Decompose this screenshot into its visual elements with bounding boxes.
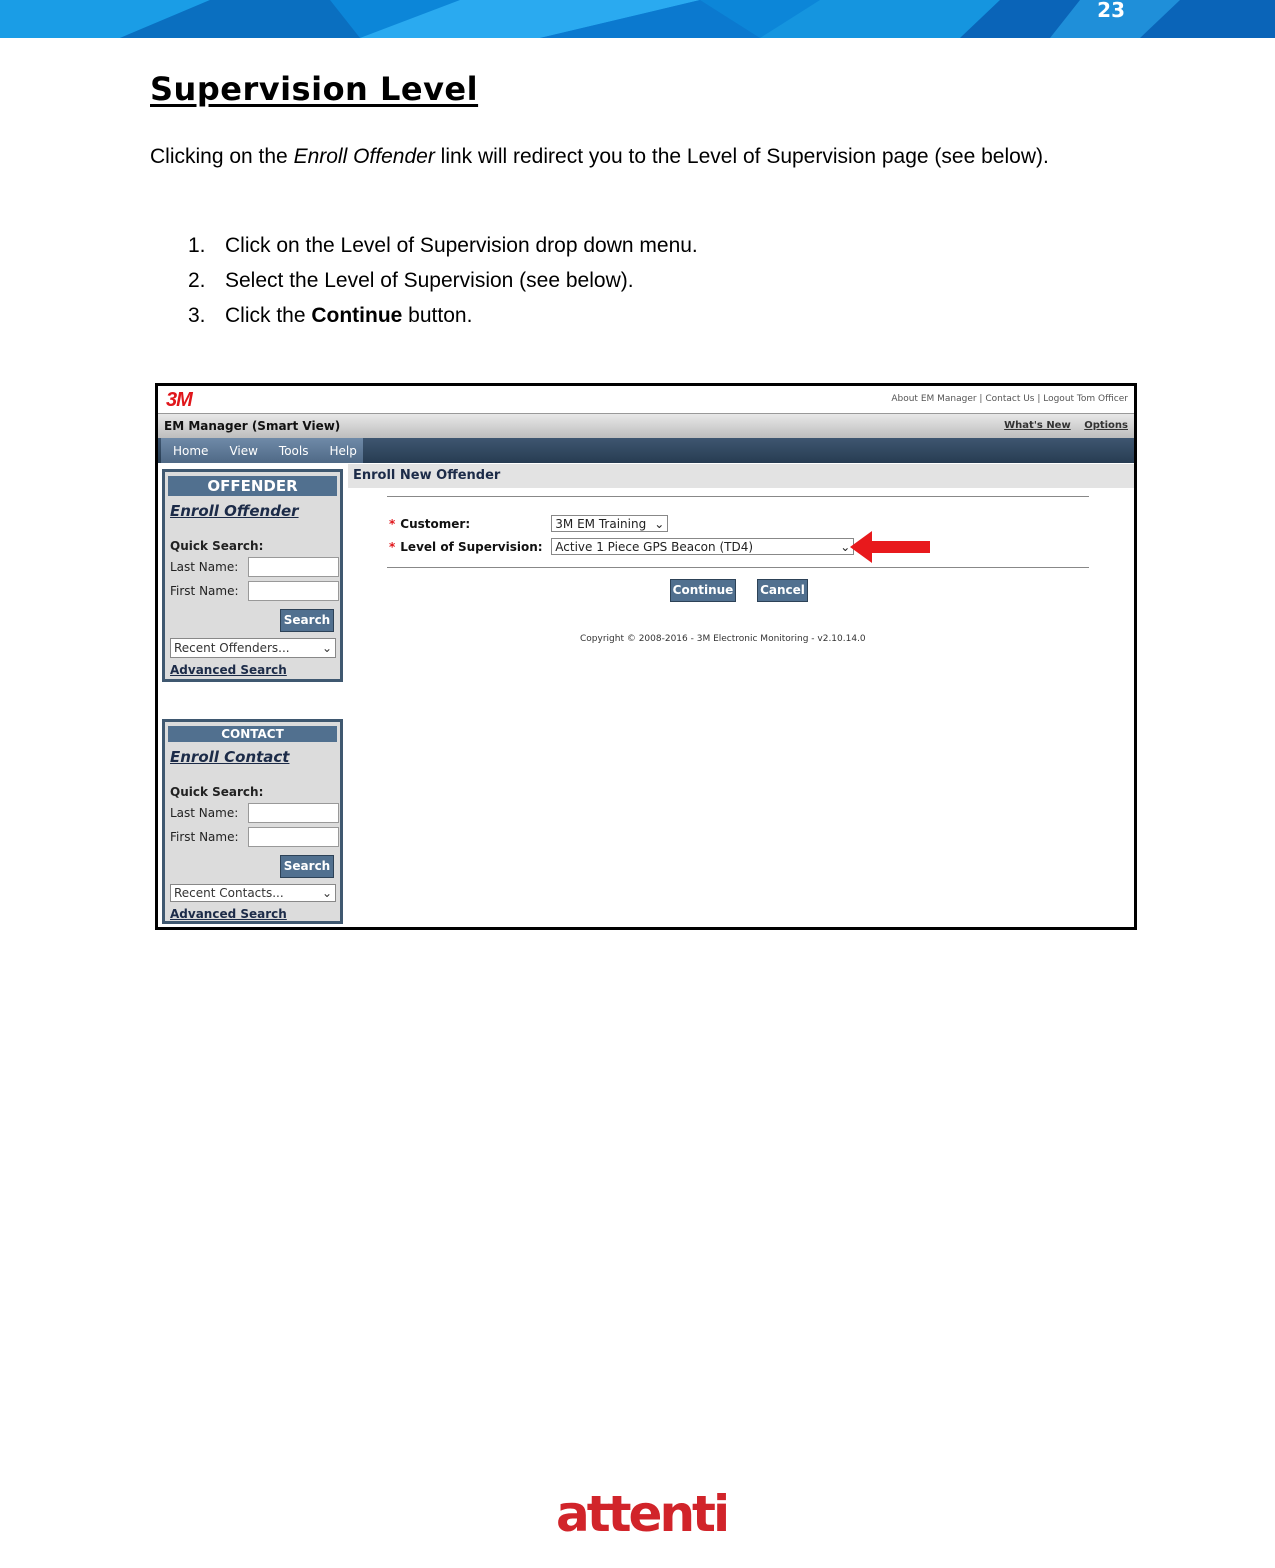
app-title: EM Manager (Smart View)	[164, 419, 341, 433]
menu-help[interactable]: Help	[329, 443, 357, 458]
intro-link-name: Enroll Offender	[293, 145, 435, 168]
first-name-row	[170, 827, 340, 847]
menu-view[interactable]: View	[229, 443, 258, 458]
first-name-label: First Name:	[170, 830, 239, 844]
quick-search-label: Quick Search:	[170, 785, 264, 799]
required-mark: *	[389, 516, 396, 531]
last-name-input[interactable]	[248, 803, 339, 823]
page-number: 23	[1097, 0, 1125, 22]
last-name-row	[170, 803, 340, 823]
required-mark: *	[389, 539, 396, 554]
contact-panel	[162, 719, 343, 924]
level-value: Active 1 Piece GPS Beacon (TD4)	[555, 539, 754, 554]
step-text: Click on the Level of Supervision drop down menu.	[225, 234, 698, 257]
step-text: Select the Level of Supervision (see below).	[225, 269, 634, 292]
red-arrow-icon	[850, 527, 930, 567]
quick-search-label: Quick Search:	[170, 539, 264, 553]
divider	[387, 496, 1089, 497]
chevron-down-icon: ⌄	[654, 516, 665, 531]
step-text	[225, 301, 472, 336]
section-title: Supervision Level	[150, 70, 479, 108]
recent-offenders-value: Recent Offenders...	[174, 641, 290, 655]
step-item	[188, 301, 698, 336]
enroll-contact-link[interactable]: Enroll Contact	[170, 748, 290, 766]
enroll-offender-link[interactable]: Enroll Offender	[170, 502, 299, 520]
recent-offenders-select[interactable]	[170, 638, 336, 658]
first-name-input[interactable]	[248, 581, 339, 601]
recent-contacts-value: Recent Contacts...	[174, 886, 284, 900]
menu-tools[interactable]: Tools	[278, 443, 309, 458]
chevron-down-icon: ⌄	[321, 641, 332, 655]
level-row	[389, 538, 854, 555]
main-heading: Enroll New Offender	[353, 468, 501, 483]
intro-paragraph	[150, 142, 1080, 172]
offender-panel-header: OFFENDER	[168, 476, 337, 496]
offender-advanced-search-link[interactable]: Advanced Search	[170, 663, 287, 677]
step-item	[188, 231, 698, 266]
first-name-row	[170, 581, 340, 601]
top-links[interactable]: About EM Manager | Contact Us | Logout Tom Officer	[891, 394, 1128, 404]
recent-contacts-select[interactable]	[170, 884, 336, 902]
offender-search-button[interactable]: Search	[280, 609, 334, 632]
top-strip	[158, 386, 1134, 414]
main-header	[348, 464, 1134, 488]
last-name-label: Last Name:	[170, 560, 239, 574]
offender-panel	[162, 469, 343, 682]
continue-button[interactable]: Continue	[670, 579, 736, 602]
menu-home[interactable]: Home	[173, 443, 209, 458]
step-text-bold: Continue	[311, 304, 403, 327]
customer-row	[389, 515, 668, 532]
step-number: 2.	[188, 269, 206, 292]
divider	[387, 567, 1089, 568]
first-name-label: First Name:	[170, 584, 239, 598]
step-number: 3.	[188, 304, 206, 327]
contact-panel-header: CONTACT	[168, 726, 337, 742]
page-banner	[0, 0, 1275, 38]
customer-select[interactable]	[551, 515, 668, 532]
last-name-label: Last Name:	[170, 806, 239, 820]
whats-new-link[interactable]: What's New	[1004, 420, 1071, 431]
customer-value: 3M EM Training	[555, 516, 647, 531]
steps-list	[188, 231, 698, 336]
step-text-start: Click the	[225, 304, 312, 327]
chevron-down-icon: ⌄	[840, 539, 851, 554]
copyright-text: Copyright © 2008-2016 - 3M Electronic Monitoring - v2.10.14.0	[580, 634, 866, 644]
menu-group	[161, 438, 363, 463]
step-text-end: button.	[402, 304, 473, 327]
last-name-row	[170, 557, 340, 577]
step-number: 1.	[188, 234, 206, 257]
level-of-supervision-select[interactable]	[551, 538, 854, 555]
contact-search-button[interactable]: Search	[280, 855, 334, 878]
contact-advanced-search-link[interactable]: Advanced Search	[170, 907, 287, 921]
last-name-input[interactable]	[248, 557, 339, 577]
title-links	[994, 420, 1128, 431]
chevron-down-icon: ⌄	[321, 886, 332, 900]
step-item	[188, 266, 698, 301]
intro-text-end: link will redirect you to the Level of Supervision page (see below).	[434, 145, 1049, 168]
level-label: Level of Supervision:	[400, 539, 543, 554]
first-name-input[interactable]	[248, 827, 339, 847]
footer-logo: attenti	[556, 1485, 728, 1543]
title-bar	[158, 413, 1134, 439]
options-link[interactable]: Options	[1084, 420, 1128, 431]
menu-bar	[158, 438, 1134, 463]
customer-label: Customer:	[400, 516, 471, 531]
app-screenshot	[155, 383, 1137, 930]
brand-logo: 3M	[166, 389, 192, 411]
banner-graphic	[0, 0, 1275, 38]
intro-text-start: Clicking on the	[150, 145, 294, 168]
cancel-button[interactable]: Cancel	[757, 579, 808, 602]
